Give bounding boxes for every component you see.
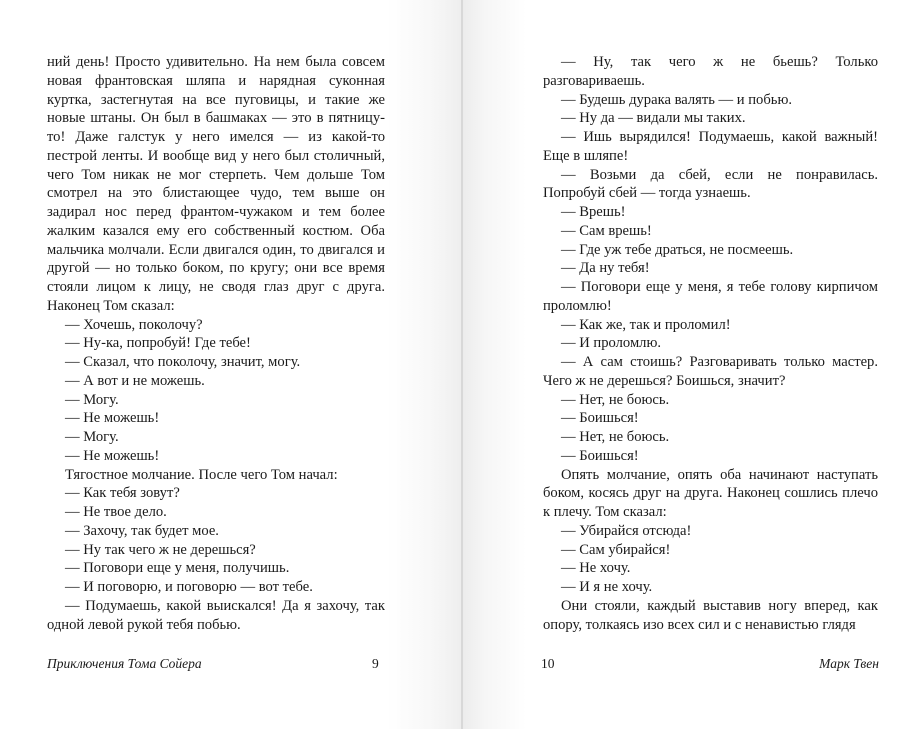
running-title-left: Приключения Тома Сойера xyxy=(47,656,202,671)
dialog-line: — Могу. xyxy=(65,391,119,408)
dialog-line: — Как тебя зовут? xyxy=(65,485,180,502)
dialog-line: — И я не хочу. xyxy=(561,579,653,595)
dialog-line: — Поговори еще у меня, получишь. xyxy=(65,560,290,577)
dialog-line: — Хочешь, поколочу? xyxy=(65,316,203,333)
dialog-line: — Поговори еще у меня, я тебе голову кирпичом проломлю! xyxy=(543,279,878,314)
dialog-line: — Сказал, что поколочу, значит, могу. xyxy=(65,354,301,370)
paragraph: ний день! Просто удивительно. На нем была совсем новая франтовская шляпа и нарядная суконная куртка, застегнутая на все пуговицы, и такие же новые штаны. Он был в башмаках — это в пятницу-то! Даже галстук у него имелся — из какой-то пестрой ленты. И вообще вид у него был столичный, чего Том никак не мог стерпеть. Чем дольше Том смотрел на это блистающее чудо, тем выше он задирал нос перед франтом-чужаком и тем более жалким казался ему его собственный костюм. Оба мальчика молчали. Если двигался один, то двигался и другой — но только боком, по кругу; они все время стояли лицом к лицу, не сводя глаз друг с друга. Наконец Том сказал: xyxy=(47,54,385,314)
dialog-line: — Ишь вырядился! Подумаешь, какой важный! Еще в шляпе! xyxy=(543,129,878,164)
page-number-left: 9 xyxy=(372,656,379,671)
dialog-line: — Нет, не боюсь. xyxy=(561,391,670,408)
right-page-body xyxy=(543,53,878,634)
dialog-line: — Боишься! xyxy=(561,410,639,427)
dialog-line: — Ну да — видали мы таких. xyxy=(561,110,746,127)
paragraph: Они стояли, каждый выставив ногу вперед, как опору, толкаясь изо всех сил и с ненавистью глядя xyxy=(543,597,878,633)
dialog-line: — Не твое дело. xyxy=(65,504,167,520)
dialog-line: — И поговорю, и поговорю — вот тебе. xyxy=(65,579,313,595)
dialog-line: — Боишься! xyxy=(561,447,639,464)
dialog-line: — Возьми да сбей, если не понравилась. Попробуй сбей — тогда узнаешь. xyxy=(543,166,878,202)
paragraph: Опять молчание, опять оба начинают наступать боком, косясь друг на друга. Наконец сошлись плечо к плечу. Том сказал: xyxy=(543,466,878,520)
dialog-line: — Захочу, так будет мое. xyxy=(65,522,219,539)
dialog-line: — И проломлю. xyxy=(561,335,662,352)
dialog-line: — Не хочу. xyxy=(561,560,631,577)
paragraph: Тягостное молчание. После чего Том начал: xyxy=(65,466,338,483)
dialog-line: — Нет, не боюсь. xyxy=(561,429,670,445)
right-page xyxy=(463,0,913,729)
dialog-line: — Будешь дурака валять — и побью. xyxy=(561,91,792,108)
dialog-line: — Врешь! xyxy=(561,204,626,220)
dialog-line: — Где уж тебе драться, не посмеешь. xyxy=(561,241,794,258)
dialog-line: — Да ну тебя! xyxy=(561,260,650,277)
dialog-line: — Как же, так и проломил! xyxy=(561,316,731,333)
dialog-line: — Ну-ка, попробуй! Где тебе! xyxy=(65,335,251,352)
left-page-body xyxy=(47,53,385,634)
page-number-right: 10 xyxy=(541,656,555,671)
dialog-line: — А вот и не можешь. xyxy=(65,372,205,389)
dialog-line: — Убирайся отсюда! xyxy=(561,522,692,539)
running-title-right: Марк Твен xyxy=(819,656,879,671)
dialog-line: — Сам врешь! xyxy=(561,222,652,239)
dialog-line: — Не можешь! xyxy=(65,410,160,427)
dialog-line: — Сам убирайся! xyxy=(561,541,671,558)
dialog-line: — Могу. xyxy=(65,429,119,445)
dialog-line: — Ну, так чего ж не бьешь? Только разговариваешь. xyxy=(543,54,878,89)
dialog-line: — Не можешь! xyxy=(65,447,160,464)
dialog-line: — А сам стоишь? Разговаривать только мастер. Чего ж не дерешься? Боишься, значит? xyxy=(543,354,878,389)
dialog-line: — Подумаешь, какой выискался! Да я захочу, так одной левой рукой тебя побью. xyxy=(47,597,385,633)
dialog-line: — Ну так чего ж не дерешься? xyxy=(65,541,256,558)
